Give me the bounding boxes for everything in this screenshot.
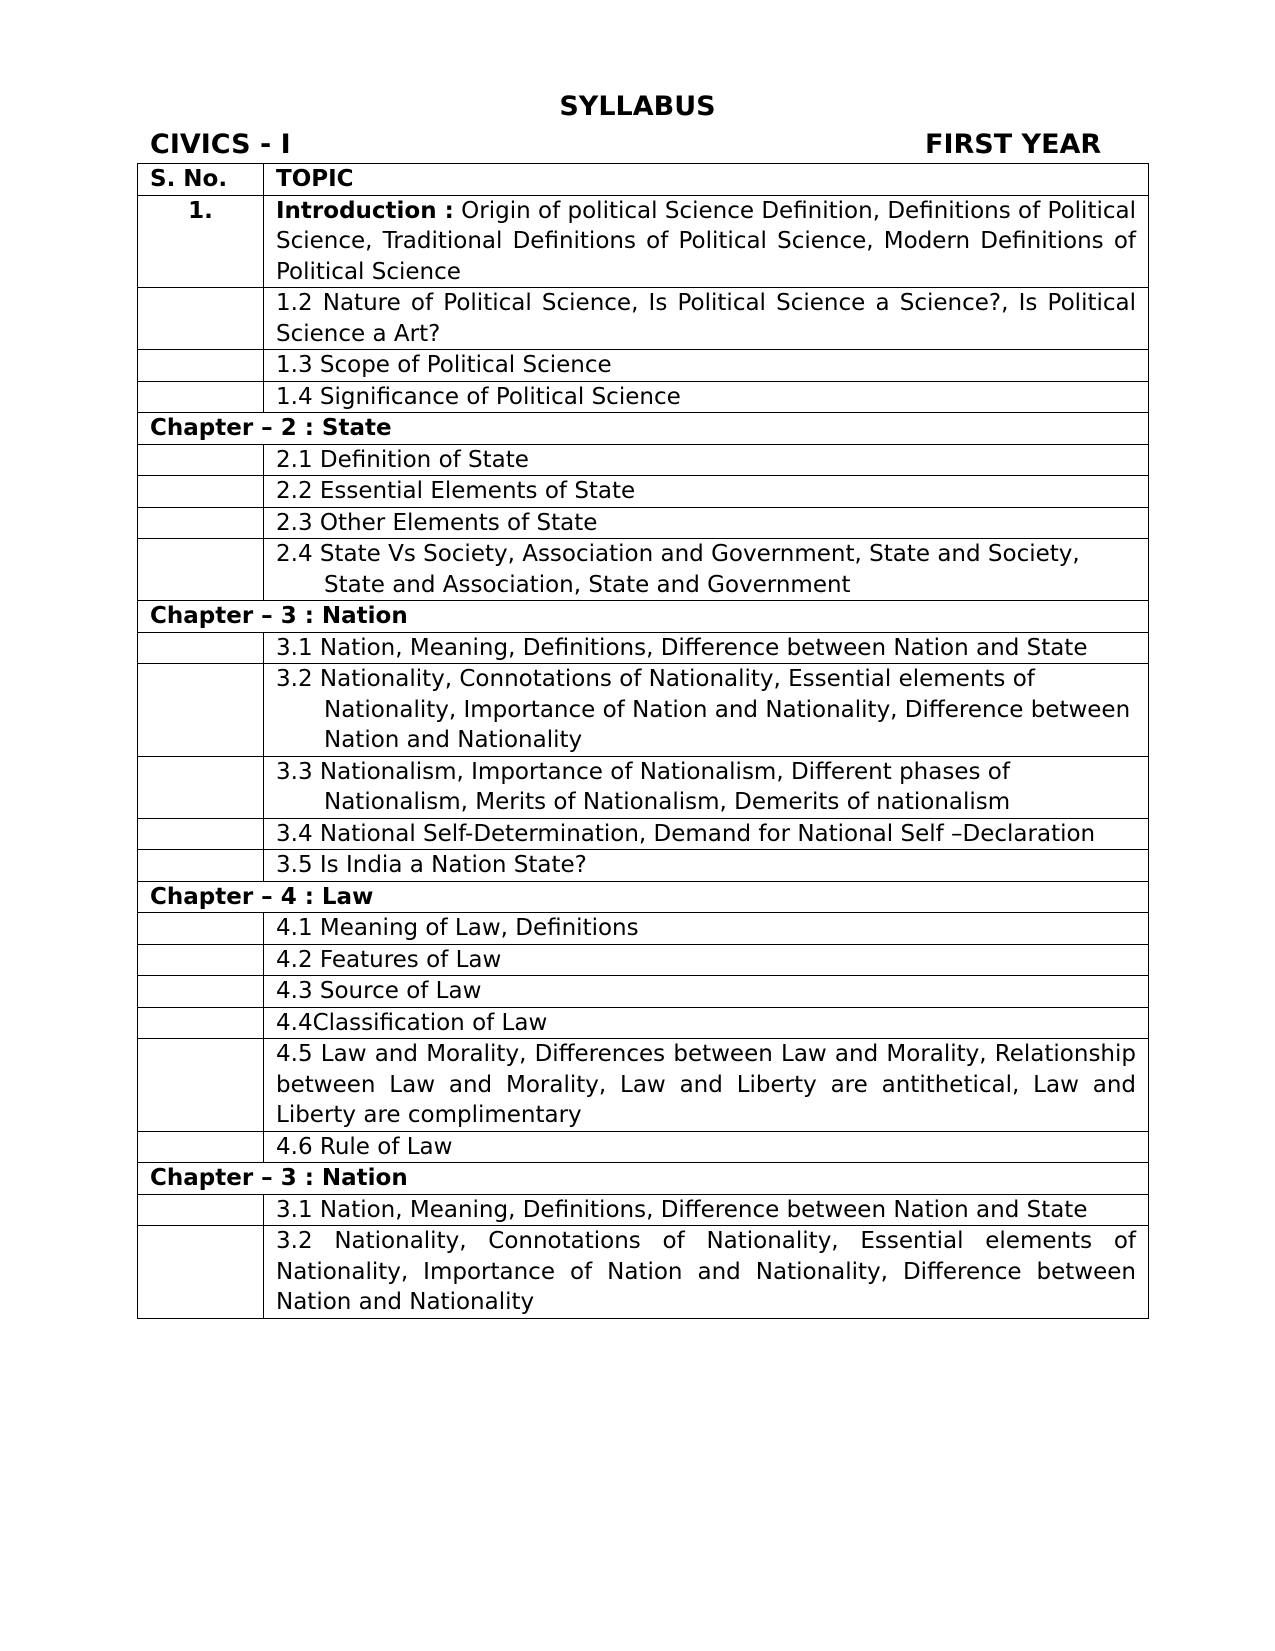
table-row — [138, 913, 1149, 945]
row-sno — [138, 539, 264, 601]
table-row — [138, 1039, 1149, 1132]
table-row — [138, 850, 1149, 882]
row-topic: 4.5 Law and Morality, Differences between Law and Morality, Relationship between Law and Morality, Law and Liberty are antithetical, Law and Liberty are complimentary — [264, 1039, 1149, 1132]
row-topic-text: 3.2 Nationality, Connotations of Nationality, Essential elements of Nationality, Importance of Nation and Nationality, Difference between Nation and Nationality — [276, 666, 1131, 753]
row-sno — [138, 913, 264, 945]
row-sno — [138, 381, 264, 413]
table-row — [138, 1194, 1149, 1226]
row-topic: 2.2 Essential Elements of State — [264, 476, 1149, 508]
row-topic: 3.1 Nation, Meaning, Definitions, Difference between Nation and State — [264, 632, 1149, 664]
syllabus-table — [137, 163, 1149, 1319]
page-title: SYLLABUS — [559, 91, 716, 122]
row-topic: 4.1 Meaning of Law, Definitions — [264, 913, 1149, 945]
table-row — [138, 1131, 1149, 1163]
row-topic: 4.4Classification of Law — [264, 1007, 1149, 1039]
row-topic — [264, 539, 1149, 601]
table-row-intro — [138, 195, 1149, 288]
row-topic — [264, 195, 1149, 288]
row-topic-text: 2.4 State Vs Society, Association and Government, State and Society, State and Association, State and Government — [276, 541, 1080, 598]
row-sno — [138, 444, 264, 476]
table-row — [138, 350, 1149, 382]
row-topic — [264, 756, 1149, 818]
header-topic: TOPIC — [264, 164, 1149, 196]
row-topic: 2.1 Definition of State — [264, 444, 1149, 476]
table-row — [138, 976, 1149, 1008]
row-topic: 2.3 Other Elements of State — [264, 507, 1149, 539]
row-sno — [138, 818, 264, 850]
table-row — [138, 381, 1149, 413]
table-row — [138, 1226, 1149, 1319]
row-sno — [138, 850, 264, 882]
row-topic: 3.4 National Self-Determination, Demand for National Self –Declaration — [264, 818, 1149, 850]
row-sno — [138, 976, 264, 1008]
row-topic — [264, 664, 1149, 757]
intro-text: Origin of political Science Definition, Definitions of Political Science, Traditional Definitions of Political Science, Modern Definitions of Political Science — [276, 197, 1136, 285]
row-topic-text: 3.3 Nationalism, Importance of Nationalism, Different phases of Nationalism, Merits of Nationalism, Demerits of nationalism — [276, 758, 1011, 815]
table-row — [138, 507, 1149, 539]
row-sno — [138, 1007, 264, 1039]
chapter-heading-row — [138, 881, 1149, 913]
row-topic: 3.1 Nation, Meaning, Definitions, Difference between Nation and State — [264, 1194, 1149, 1226]
header-sno: S. No. — [138, 164, 264, 196]
table-header-row — [138, 164, 1149, 196]
row-topic: 4.2 Features of Law — [264, 944, 1149, 976]
row-topic: 4.6 Rule of Law — [264, 1131, 1149, 1163]
chapter-heading: Chapter – 3 : Nation — [138, 601, 1149, 633]
table-row — [138, 476, 1149, 508]
row-topic: 1.2 Nature of Political Science, Is Political Science a Science?, Is Political Science a Art? — [264, 288, 1149, 350]
chapter-heading: Chapter – 4 : Law — [138, 881, 1149, 913]
chapter-heading-row — [138, 601, 1149, 633]
row-sno — [138, 1131, 264, 1163]
table-row — [138, 444, 1149, 476]
row-sno — [138, 944, 264, 976]
table-row — [138, 632, 1149, 664]
row-sno — [138, 756, 264, 818]
row-sno — [138, 664, 264, 757]
row-topic: 1.3 Scope of Political Science — [264, 350, 1149, 382]
table-row — [138, 539, 1149, 601]
row-sno — [138, 476, 264, 508]
chapter-heading: Chapter – 2 : State — [138, 413, 1149, 445]
row-sno: 1. — [138, 195, 264, 288]
row-sno — [138, 350, 264, 382]
row-topic: 4.3 Source of Law — [264, 976, 1149, 1008]
subject-label: CIVICS - I — [150, 129, 291, 160]
row-sno — [138, 507, 264, 539]
row-topic: 1.4 Significance of Political Science — [264, 381, 1149, 413]
row-sno — [138, 632, 264, 664]
row-topic: 3.5 Is India a Nation State? — [264, 850, 1149, 882]
row-sno — [138, 1039, 264, 1132]
intro-heading: Introduction : — [276, 197, 454, 224]
table-row — [138, 288, 1149, 350]
chapter-heading: Chapter – 3 : Nation — [138, 1163, 1149, 1195]
year-label: FIRST YEAR — [925, 129, 1102, 160]
chapter-heading-row — [138, 1163, 1149, 1195]
table-row — [138, 1007, 1149, 1039]
table-row — [138, 664, 1149, 757]
row-sno — [138, 1194, 264, 1226]
table-row — [138, 756, 1149, 818]
row-sno — [138, 288, 264, 350]
chapter-heading-row — [138, 413, 1149, 445]
table-row — [138, 818, 1149, 850]
row-sno — [138, 1226, 264, 1319]
table-row — [138, 944, 1149, 976]
row-topic: 3.2 Nationality, Connotations of Nationality, Essential elements of Nationality, Importance of Nation and Nationality, Difference between Nation and Nationality — [264, 1226, 1149, 1319]
